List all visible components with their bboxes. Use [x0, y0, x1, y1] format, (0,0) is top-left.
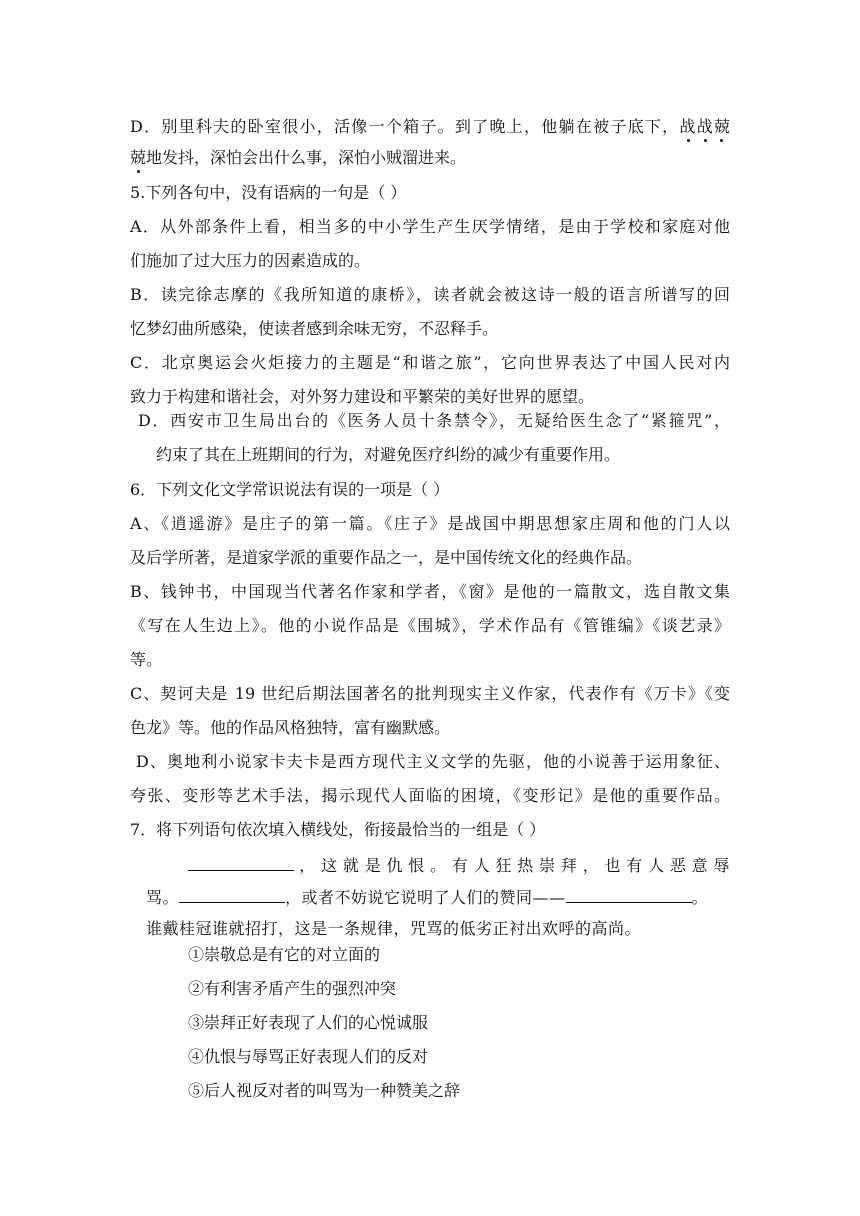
q6-option-d-line2: 夸张、变形等艺术手法，揭示现代人面临的困境，《变形记》是他的重要作品。	[130, 786, 730, 805]
q6-option-a-line1: A、《逍遥游》是庄子的第一篇。《庄子》是战国中期思想家庄周和他的门人以	[130, 514, 730, 533]
emphasis-dotted-char: 战	[696, 117, 714, 136]
q5-option-c-line1: C．北京奥运会火炬接力的主题是“和谐之旅”，它向世界表达了中国人民对内	[130, 353, 730, 372]
q5-option-b-line1: B．读完徐志摩的《我所知道的康桥》，读者就会被这诗一般的语言所谱写的回	[130, 285, 730, 304]
question-6-stem: 6．下列文化文学常识说法有误的一项是（ ）	[130, 480, 450, 499]
q5-option-a-line2: 们施加了过大压力的因素造成的。	[130, 251, 371, 270]
q4-option-d-line1	[130, 116, 730, 138]
q7-passage-text: 。	[691, 888, 709, 907]
question-5-stem: 5.下列各句中，没有语病的一句是（ ）	[130, 183, 407, 202]
q6-option-a-line2: 及后学所著，是道家学派的重要作品之一，是中国传统文化的经典作品。	[130, 548, 643, 567]
emphasis-dotted-char: 兢	[713, 117, 730, 136]
q6-option-b-line3: 等。	[130, 650, 163, 669]
q7-passage-text: 骂。	[146, 888, 180, 907]
q7-passage-line2	[146, 886, 708, 909]
q7-statement-1: ①崇敬总是有它的对立面的	[188, 945, 381, 964]
q7-statement-3: ③崇拜正好表现了人们的心悦诚服	[188, 1013, 429, 1032]
q6-option-c-line1: C、契诃夫是 19 世纪后期法国著名的批判现实主义作家，代表作有《万卡》《变	[130, 684, 730, 703]
fill-blank-3[interactable]	[566, 886, 692, 903]
emphasis-dotted-char: 兢	[130, 148, 147, 167]
q7-statement-5: ⑤后人视反对者的叫骂为一种赞美之辞	[188, 1081, 461, 1100]
q6-option-b-line1: B、钱钟书，中国现当代著名作家和学者，《窗》是他的一篇散文，选自散文集	[130, 582, 730, 601]
q5-option-b-line2: 忆梦幻曲所感染，使读者感到余味无穷，不忍释手。	[130, 319, 499, 338]
fill-blank-1[interactable]	[188, 854, 294, 871]
q7-passage-text: ，或者不妨说它说明了人们的赞同——	[285, 888, 566, 907]
question-7-stem: 7．将下列语句依次填入横线处，衔接最恰当的一组是（ ）	[130, 820, 546, 839]
emphasis-dotted-char: 战	[679, 117, 697, 136]
fill-blank-2[interactable]	[179, 886, 285, 903]
q6-option-b-line2: 《写在人生边上》。他的小说作品是《围城》，学术作品有《管锥编》《谈艺录》	[130, 616, 730, 635]
q5-option-a-line1: A．从外部条件上看，相当多的中小学生产生厌学情绪，是由于学校和家庭对他	[130, 217, 730, 236]
q7-statement-2: ②有利害矛盾产生的强烈冲突	[188, 979, 397, 998]
q4-option-d-text: 地发抖，深怕会出什么事，深怕小贼溜进来。	[146, 148, 467, 167]
q7-passage-line1	[188, 854, 730, 877]
q5-option-d-line2: 约束了其在上班期间的行为，对避免医疗纠纷的减少有重要作用。	[156, 445, 621, 464]
q5-option-c-line2: 致力于构建和谐社会，对外努力建设和平繁荣的美好世界的愿望。	[130, 387, 595, 406]
q6-option-c-line2: 色龙》等。他的作品风格独特，富有幽默感。	[130, 718, 451, 737]
q7-passage-text: ，这就是仇恨。有人狂热崇拜，也有人恶意辱	[294, 856, 730, 875]
q6-option-d-line1: D、奥地利小说家卡夫卡是西方现代主义文学的先驱，他的小说善于运用象征、	[136, 752, 730, 771]
q4-option-d-text: D．别里科夫的卧室很小，活像一个箱子。到了晚上，他躺在被子底下，	[130, 117, 680, 136]
q7-passage-line3: 谁戴桂冠谁就招打，这是一条规律，咒骂的低劣正衬出欢呼的高尚。	[146, 919, 642, 938]
q4-option-d-line2	[130, 147, 466, 169]
q5-option-d-line1: D．西安市卫生局出台的《医务人员十条禁令》，无疑给医生念了“紧箍咒”，	[138, 411, 730, 430]
q7-statement-4: ④仇恨与辱骂正好表现人们的反对	[188, 1047, 429, 1066]
